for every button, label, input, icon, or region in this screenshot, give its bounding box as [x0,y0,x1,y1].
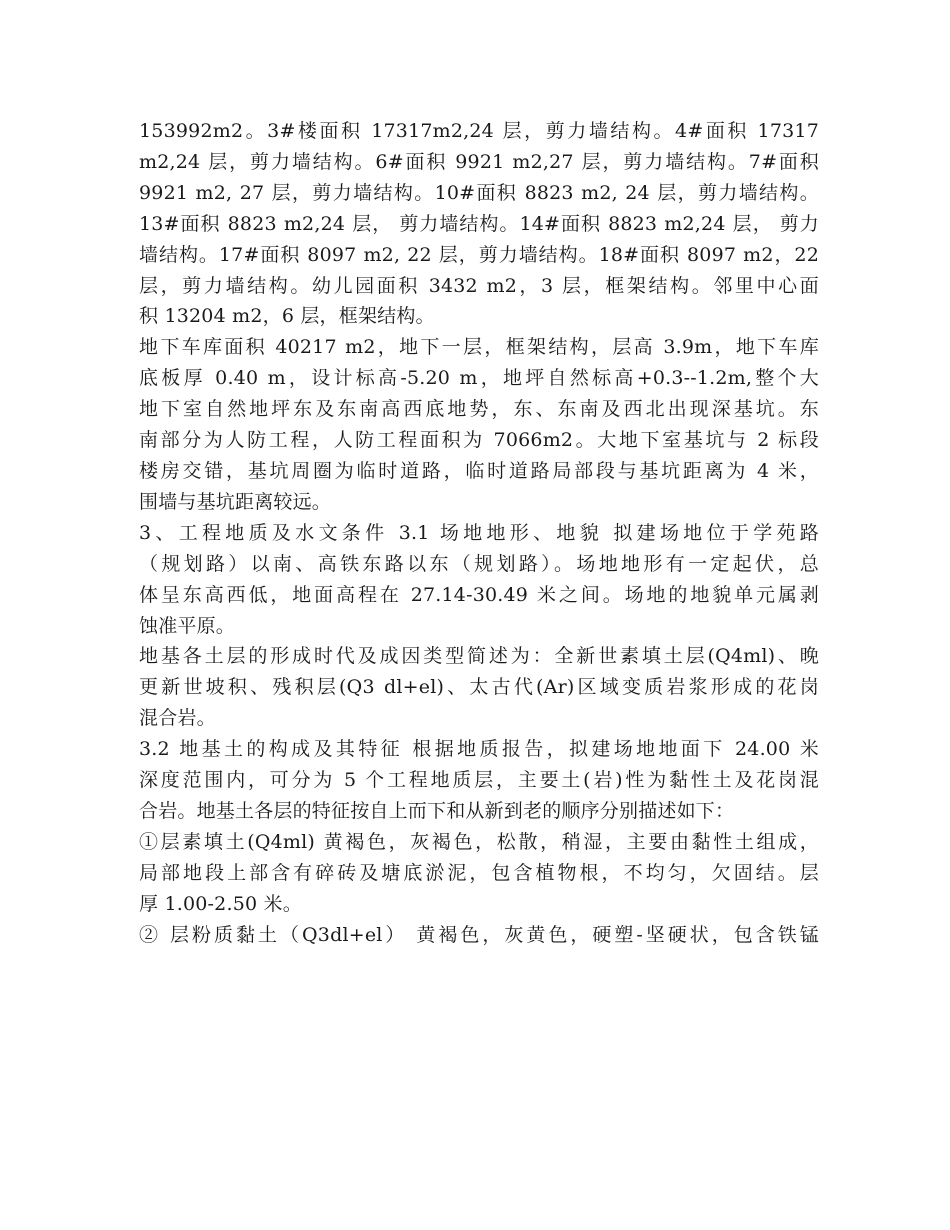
text-line: ② 层粉质黏土（Q3dl+el） 黄褐色，灰黄色，硬塑-坚硬状，包含铁锰 [139,923,819,946]
text-line: 153992m2。3#楼面积 17317m2,24 层，剪力墙结构。4#面积 17317 [139,120,819,142]
text-line: 地基各土层的形成时代及成因类型简述为：全新世素填土层(Q4ml)、晚 [139,645,819,668]
text-line: 南部分为人防工程，人防工程面积为 7066m2。大地下室基坑与 2 标段 [139,429,819,452]
text-line: 围墙与基坑距离较远。 [139,490,332,513]
text-line: 3、工程地质及水文条件 3.1 场地地形、地貌 拟建场地位于学苑路 [139,521,819,544]
text-line: （规划路）以南、高铁东路以东（规划路）。场地地形有一定起伏，总 [139,552,819,575]
text-line: 底板厚 0.40 m，设计标高-5.20 m，地坪自然标高+0.3--1.2m,整个大 [139,367,819,390]
text-line: 3.2 地基土的构成及其特征 根据地质报告，拟建场地地面下 24.00 米 [139,738,819,761]
text-line: 地下车库面积 40217 m2，地下一层，框架结构，层高 3.9m，地下车库 [139,336,819,359]
text-line: 层，剪力墙结构。幼儿园面积 3432 m2，3 层，框架结构。邻里中心面 [139,274,819,297]
text-line: 地下室自然地坪东及东南高西底地势，东、东南及西北出现深基坑。东 [139,398,819,421]
text-line: ①层素填土(Q4ml) 黄褐色，灰褐色，松散，稍湿，主要由黏性土组成， [139,830,819,853]
paragraph-layer-2 [139,920,819,951]
text-line: 9921 m2, 27 层，剪力墙结构。10#面积 8823 m2, 24 层，剪力墙结构。 [139,181,819,204]
text-line: 深度范围内，可分为 5 个工程地质层，主要土(岩)性为黏性土及花岗混 [139,769,819,792]
text-line: 积 13204 m2，6 层，框架结构。 [139,305,435,328]
text-line: 楼房交错，基坑周圈为临时道路，临时道路局部段与基坑距离为 4 米， [139,459,819,482]
paragraph-building-areas [139,116,819,332]
text-line: m2,24 层，剪力墙结构。6#面积 9921 m2,27 层，剪力墙结构。7#面积 [139,150,819,173]
text-line: 合岩。地基土各层的特征按自上而下和从新到老的顺序分别描述如下： [139,799,735,822]
text-line: 体呈东高西低，地面高程在 27.14-30.49 米之间。场地的地貌单元属剥 [139,583,819,606]
text-line: 混合岩。 [139,707,216,730]
text-line: 厚 1.00-2.50 米。 [139,892,302,915]
paragraph-soil-formation [139,641,819,734]
body-text [139,116,819,950]
paragraph-layer-1 [139,827,819,920]
text-line: 墙结构。17#面积 8097 m2, 22 层，剪力墙结构。18#面积 8097 m2，22 [139,243,819,266]
paragraph-foundation-soil [139,734,819,827]
text-line: 13#面积 8823 m2,24 层， 剪力墙结构。14#面积 8823 m2,24 层， 剪力 [139,212,819,235]
text-line: 更新世坡积、残积层(Q3 dl+el)、太古代(Ar)区域变质岩浆形成的花岗 [139,676,819,699]
text-line: 蚀准平原。 [139,614,236,637]
paragraph-underground-garage [139,332,819,517]
paragraph-geology-terrain [139,518,819,642]
text-line: 局部地段上部含有碎砖及塘底淤泥，包含植物根，不均匀，欠固结。层 [139,861,819,884]
